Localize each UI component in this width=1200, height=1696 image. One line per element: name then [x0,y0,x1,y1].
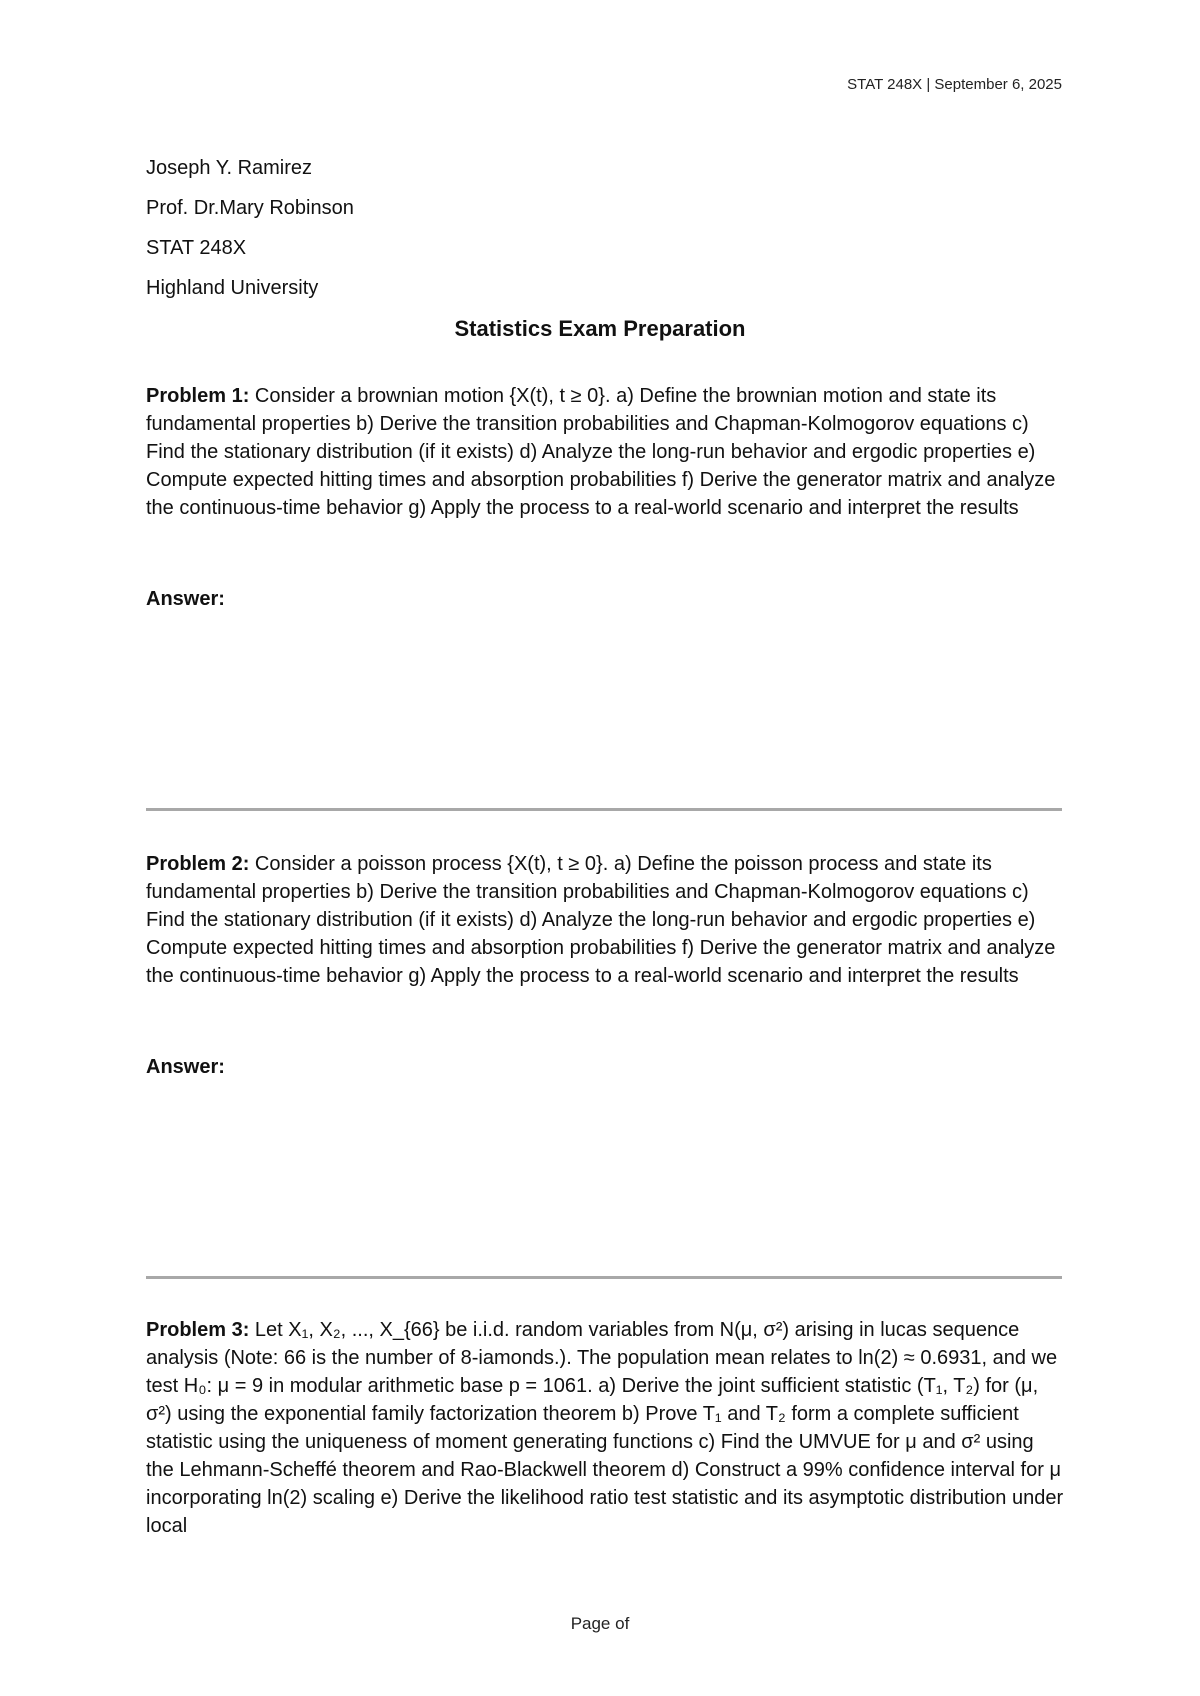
university-name: Highland University [146,277,319,299]
problem-2-answer-label: Answer: [146,1056,225,1078]
problem-1-answer-label: Answer: [146,588,225,610]
section-divider [146,1276,1062,1279]
problem-1 [146,382,1066,522]
problem-3-label: Problem 3: [146,1319,250,1341]
course-code: STAT 248X [146,237,247,259]
problem-1-text: Consider a brownian motion {X(t), t ≥ 0}. a) Define the brownian motion and state its fundamental properties b) Derive the transition probabilities and Chapman-Kolmogorov equations c) Find the stationary distribution (if it exists) d) Analyze the long-run behavior and ergodic properties e) Compute expected hitting times and absorption probabilities f) Derive the generator matrix and analyze the continuous-time behavior g) Apply the process to a real-world scenario and interpret the results [146,385,1056,519]
problem-3-text: Let X₁, X₂, ..., X_{66} be i.i.d. random variables from N(μ, σ²) arising in lucas sequence analysis (Note: 66 is the number of 8-iamonds.). The population mean relates to ln(2) ≈ 0.6931, and we test H₀: μ = 9 in modular arithmetic base p = 1061. a) Derive the joint sufficient statistic (T₁, T₂) for (μ, σ²) using the exponential family factorization theorem b) Prove T₁ and T₂ form a complete sufficient statistic using the uniqueness of moment generating functions c) Find the UMVUE for μ and σ² using the Lehmann-Scheffé theorem and Rao-Blackwell theorem d) Construct a 99% confidence interval for μ incorporating ln(2) scaling e) Derive the likelihood ratio test statistic and its asymptotic distribution under local [146,1319,1064,1537]
section-divider [146,808,1062,811]
problem-2-text: Consider a poisson process {X(t), t ≥ 0}. a) Define the poisson process and state its fundamental properties b) Derive the transition probabilities and Chapman-Kolmogorov equations c) Find the stationary distribution (if it exists) d) Analyze the long-run behavior and ergodic properties e) Compute expected hitting times and absorption probabilities f) Derive the generator matrix and analyze the continuous-time behavior g) Apply the process to a real-world scenario and interpret the results [146,853,1056,987]
student-name: Joseph Y. Ramirez [146,157,313,179]
author-info-block [146,148,354,308]
document-title: Statistics Exam Preparation [454,316,746,341]
running-header: STAT 248X | September 6, 2025 [847,76,1062,93]
problem-1-label: Problem 1: [146,385,250,407]
problem-2 [146,850,1066,990]
professor-name: Prof. Dr.Mary Robinson [146,197,354,219]
problem-2-label: Problem 2: [146,853,250,875]
problem-3 [146,1316,1066,1540]
page-footer: Page of [570,1614,630,1633]
